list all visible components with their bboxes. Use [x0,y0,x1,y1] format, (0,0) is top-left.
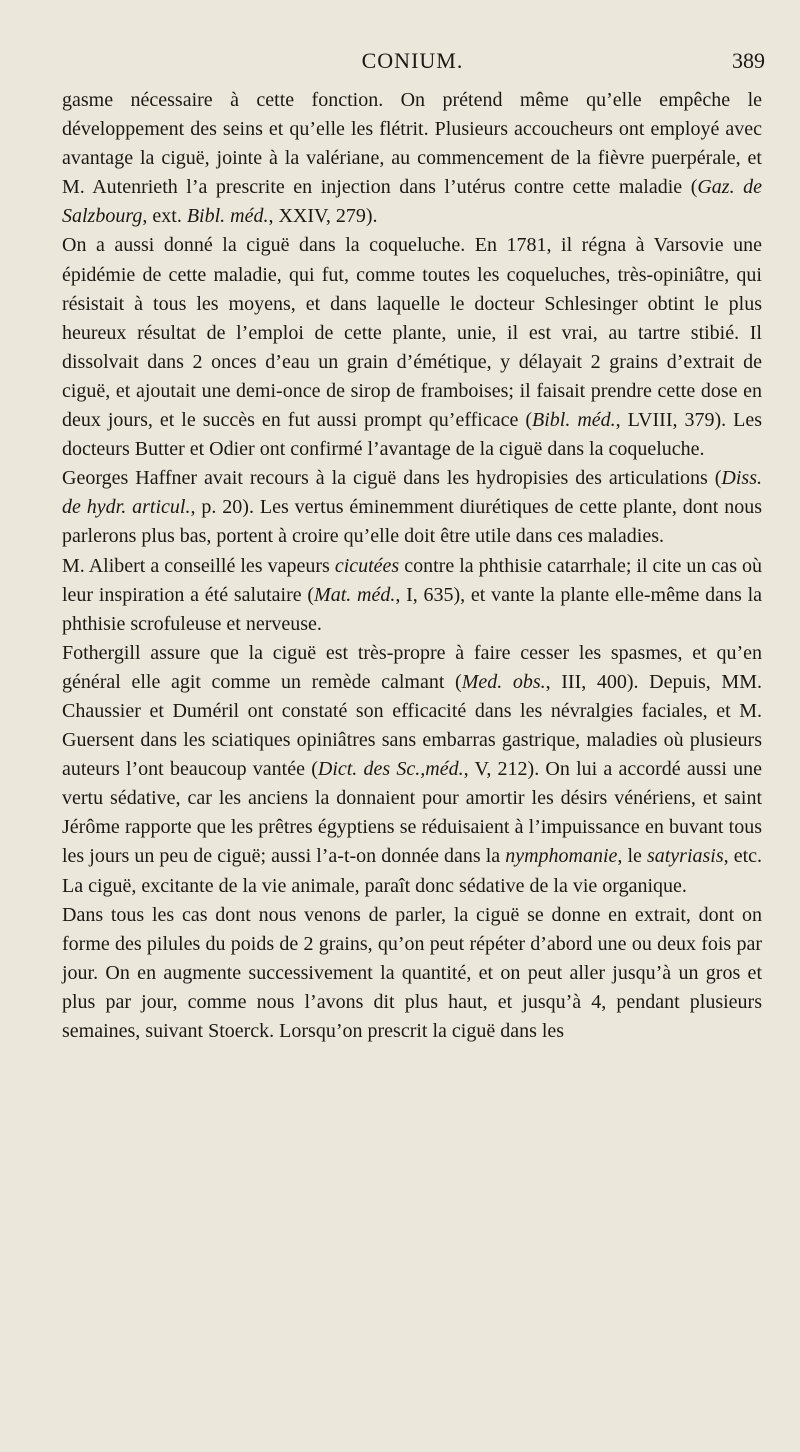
page-number: 389 [732,48,765,73]
running-title: CONIUM. [361,48,464,73]
paragraph: Dans tous les cas dont nous venons de parler, la ciguë se donne en extrait, dont on forme des pilules du poids de 2 grains, qu’on peut répéter d’abord une ou deux fois par jour. On en augmente successivement la quantité, et on peut aller jusqu’à un gros et plus par jour, comme nous l’avons dit plus haut, et jusqu’à 4, pendant plusieurs semaines, suivant Stoerck. Lorsqu’on prescrit la ciguë dans les [62,903,762,1042]
paragraph: Georges Haffner avait recours à la ciguë dans les hydropisies des articulations (Diss. de hydr. articul., p. 20). Les vertus éminemment diurétiques de cette plante, dont nous parlerons plus bas, portent à croire qu’elle doit être utile dans ces maladies. [62,467,762,548]
paragraph: On a aussi donné la ciguë dans la coqueluche. En 1781, il régna à Varsovie une épidémie de cette maladie, qui fut, comme toutes les coqueluches, très-opiniâtre, qui résistait à tous les moyens, et dans laquelle le docteur Schlesinger obtint le plus heureux résultat de l’emploi de cette plante, unie, il est vrai, au tartre stibié. Il dissolvait dans 2 onces d’eau un grain d’émétique, y délayait 2 grains d’extrait de ciguë, et ajoutait une demi-once de sirop de framboises; il faisait prendre cette dose en deux jours, et le succès en fut aussi prompt qu’efficace (Bibl. méd., LVIII, 379). Les docteurs Butter et Odier ont confirmé l’avantage de la ciguë dans la coqueluche. [62,234,763,461]
body-text [62,86,762,1046]
paragraph: gasme nécessaire à cette fonction. On prétend même qu’elle empêche le développement des seins et qu’elle les flétrit. Plusieurs accoucheurs ont employé avec avantage la ciguë, jointe à la valériane, au commencement de la fièvre puerpérale, et M. Autenrieth l’a prescrite en injection dans l’utérus contre cette maladie (Gaz. de Salzbourg, ext. Bibl. méd., XXIV, 279). [62,89,763,228]
page-header [60,48,765,78]
paragraph: M. Alibert a conseillé les vapeurs cicutées contre la phthisie catarrhale; il cite un cas où leur inspiration a été salutaire (Mat. méd., I, 635), et vante la plante elle-même dans la phthisie scrofuleuse et nerveuse. [62,554,762,635]
paragraph: Fothergill assure que la ciguë est très-propre à faire cesser les spasmes, et qu’en général elle agit comme un remède calmant (Med. obs., III, 400). Depuis, MM. Chaussier et Duméril ont constaté son efficacité dans les névralgies faciales, et M. Guersent dans les sciatiques opiniâtres sans embarras gastrique, maladies où plusieurs auteurs l’ont beaucoup vantée (Dict. des Sc.,méd., V, 212). On lui a accordé aussi une vertu sédative, car les anciens la donnaient pour amortir les désirs vénériens, et saint Jérôme rapporte que les prêtres égyptiens se réduisaient à l’impuissance en buvant tous les jours un peu de ciguë; aussi l’a-t-on donnée dans la nymphomanie, le satyriasis, etc. La ciguë, excitante de la vie animale, paraît donc sédative de la vie organique. [62,641,763,897]
